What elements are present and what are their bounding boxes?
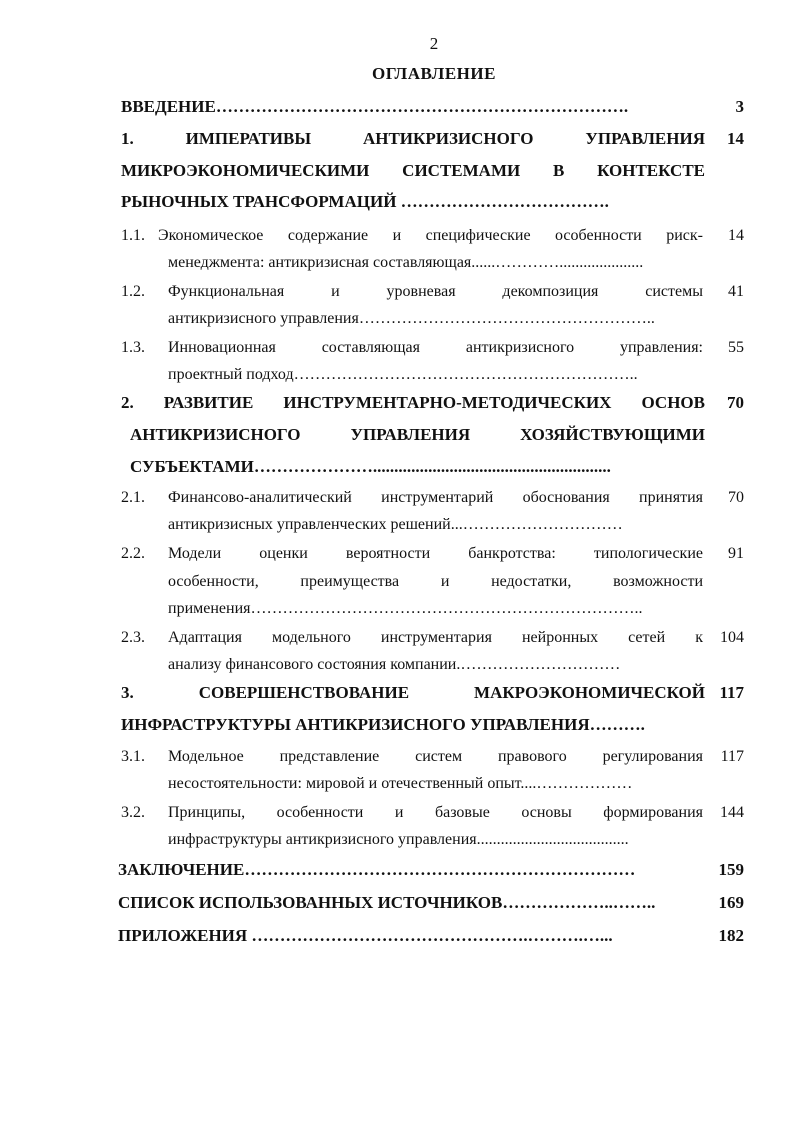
toc-chapter-2-line-1: 2. РАЗВИТИЕ ИНСТРУМЕНТАРНО-МЕТОДИЧЕСКИХ ОСНОВ bbox=[121, 393, 705, 412]
toc-section-1-3-number: 1.3. bbox=[121, 339, 145, 356]
toc-chapter-2-page: 70 bbox=[727, 393, 744, 412]
toc-section-2-3-line-1: Адаптация модельного инструментария нейронных сетей к bbox=[168, 629, 703, 646]
toc-chapter-2-line-2: АНТИКРИЗИСНОГО УПРАВЛЕНИЯ ХОЗЯЙСТВУЮЩИМИ bbox=[130, 425, 705, 444]
toc-section-3-1-line-2: несостоятельности: мировой и отечественный опыт....……………… bbox=[168, 775, 633, 792]
toc-section-1-3-page: 55 bbox=[728, 339, 744, 356]
toc-chapter-2-line-3: СУБЪЕКТАМИ…………………........................................................ bbox=[130, 457, 611, 476]
toc-chapter-3-line-1: 3. СОВЕРШЕНСТВОВАНИЕ МАКРОЭКОНОМИЧЕСКОЙ bbox=[121, 683, 705, 702]
toc-section-1-1-page: 14 bbox=[728, 227, 744, 244]
toc-entry-conclusion-page: 159 bbox=[718, 860, 744, 879]
toc-section-3-1-number: 3.1. bbox=[121, 748, 145, 765]
toc-chapter-1-page: 14 bbox=[727, 129, 744, 148]
toc-entry-conclusion-title: ЗАКЛЮЧЕНИЕ…………………………………………………………… bbox=[118, 860, 636, 879]
toc-section-2-2-line-2: особенности, преимущества и недостатки, возможности bbox=[168, 573, 703, 590]
toc-section-3-2-page: 144 bbox=[720, 804, 744, 821]
toc-section-1-1-line-2: менеджмента: антикризисная составляющая......…………..................... bbox=[168, 254, 644, 271]
toc-section-2-3-page: 104 bbox=[720, 629, 744, 646]
toc-entry-references-page: 169 bbox=[718, 893, 744, 912]
toc-section-1-2-line-2: антикризисного управления……………………………………………….. bbox=[168, 310, 655, 327]
toc-title: ОГЛАВЛЕНИЕ bbox=[372, 64, 496, 83]
toc-section-3-2-line-1: Принципы, особенности и базовые основы формирования bbox=[168, 804, 703, 821]
toc-section-3-2-number: 3.2. bbox=[121, 804, 145, 821]
toc-section-1-1-number: 1.1. bbox=[121, 227, 145, 244]
toc-section-2-2-line-1: Модели оценки вероятности банкротства: типологические bbox=[168, 545, 703, 562]
toc-section-2-2-number: 2.2. bbox=[121, 545, 145, 562]
toc-section-2-1-number: 2.1. bbox=[121, 489, 145, 506]
toc-section-1-3-line-1: Инновационная составляющая антикризисного управления: bbox=[168, 339, 703, 356]
toc-section-2-1-line-2: антикризисных управленческих решений...………………………… bbox=[168, 516, 623, 533]
toc-section-2-1-page: 70 bbox=[728, 489, 744, 506]
page-number: 2 bbox=[429, 34, 439, 53]
toc-section-1-1-line-1: Экономическое содержание и специфические особенности риск- bbox=[158, 227, 703, 244]
toc-entry-appendices-title: ПРИЛОЖЕНИЯ ………………………………………….……….…... bbox=[118, 926, 613, 945]
toc-entry-references-title: СПИСОК ИСПОЛЬЗОВАННЫХ ИСТОЧНИКОВ………………..…….. bbox=[118, 893, 656, 912]
toc-entry-introduction-title: ВВЕДЕНИЕ………………………………………………………………. bbox=[121, 97, 629, 116]
toc-chapter-1-line-3: РЫНОЧНЫХ ТРАНСФОРМАЦИЙ ………………………………. bbox=[121, 192, 609, 211]
toc-chapter-1-line-1: 1. ИМПЕРАТИВЫ АНТИКРИЗИСНОГО УПРАВЛЕНИЯ bbox=[121, 129, 705, 148]
toc-chapter-3-line-2: ИНФРАСТРУКТУРЫ АНТИКРИЗИСНОГО УПРАВЛЕНИЯ………. bbox=[121, 715, 645, 734]
toc-section-3-1-line-1: Модельное представление систем правового регулирования bbox=[168, 748, 703, 765]
toc-section-2-3-line-2: анализу финансового состояния компании.………………………… bbox=[168, 656, 621, 673]
toc-chapter-3-page: 117 bbox=[719, 683, 744, 702]
toc-section-1-2-line-1: Функциональная и уровневая декомпозиция системы bbox=[168, 283, 703, 300]
toc-chapter-1-line-2: МИКРОЭКОНОМИЧЕСКИМИ СИСТЕМАМИ В КОНТЕКСТЕ bbox=[121, 161, 705, 180]
toc-section-2-2-page: 91 bbox=[728, 545, 744, 562]
toc-section-2-2-line-3: применения……………………………………………………………….. bbox=[168, 600, 643, 617]
toc-entry-appendices-page: 182 bbox=[718, 926, 744, 945]
toc-section-2-3-number: 2.3. bbox=[121, 629, 145, 646]
toc-section-1-2-page: 41 bbox=[728, 283, 744, 300]
toc-section-3-1-page: 117 bbox=[720, 748, 744, 765]
toc-section-1-3-line-2: проектный подход……………………………………………………….. bbox=[168, 366, 638, 383]
toc-section-2-1-line-1: Финансово-аналитический инструментарий обоснования принятия bbox=[168, 489, 703, 506]
toc-section-1-2-number: 1.2. bbox=[121, 283, 145, 300]
toc-section-3-2-line-2: инфраструктуры антикризисного управления...................................... bbox=[168, 831, 629, 848]
toc-entry-introduction-page: 3 bbox=[735, 97, 744, 116]
